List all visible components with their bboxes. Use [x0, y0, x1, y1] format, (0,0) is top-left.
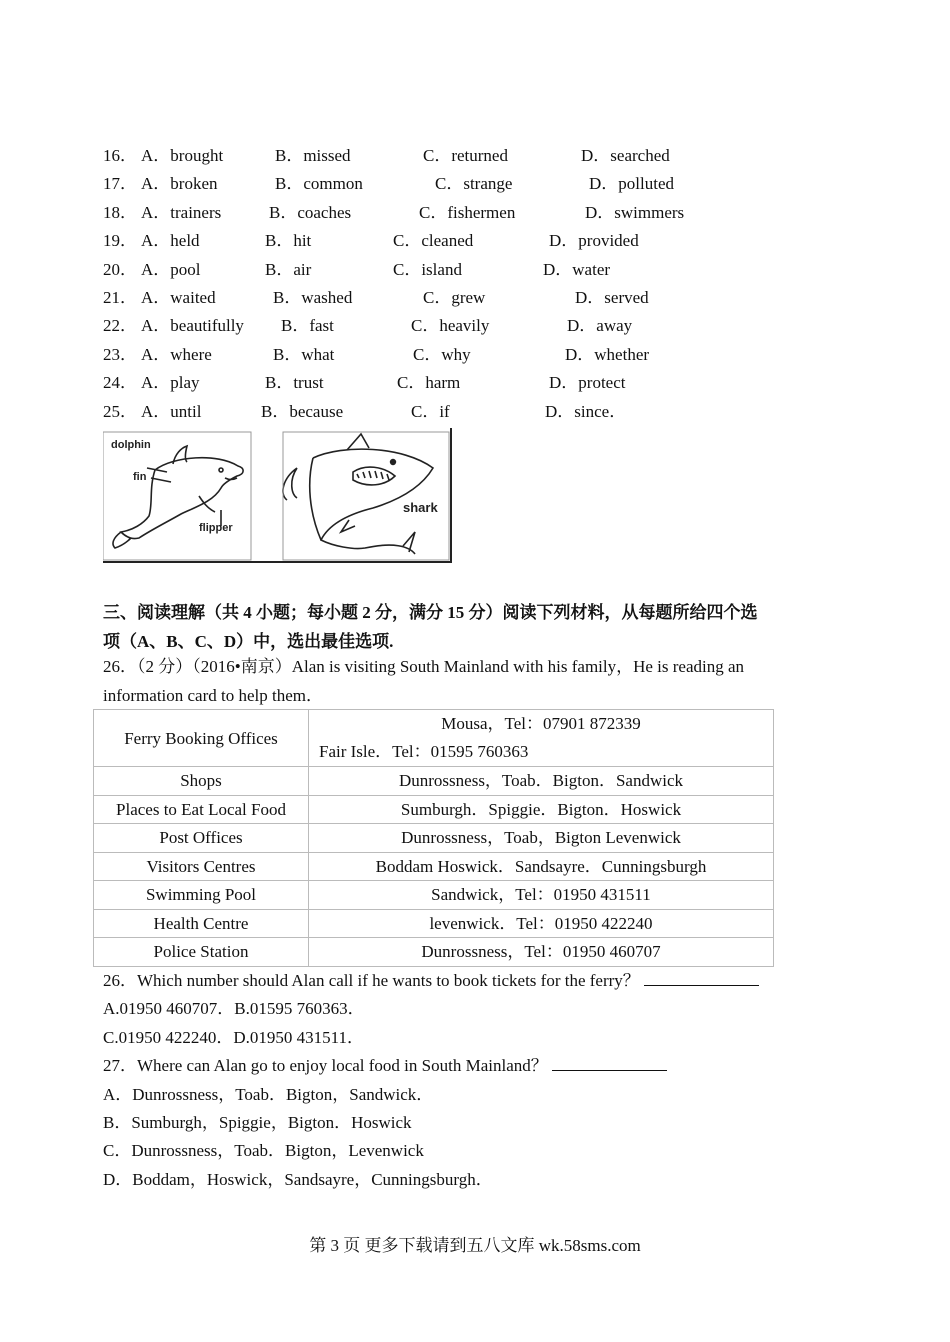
- q26-intro-line2: information card to help them．: [103, 686, 323, 705]
- question-number: 22．: [103, 316, 137, 336]
- option-d: D．provided: [549, 231, 639, 251]
- q27-option-b: B．Sumburgh，Spiggie，Bigton．Hoswick: [103, 1113, 412, 1132]
- question-number: 19．: [103, 231, 137, 251]
- option-a: A．until: [141, 401, 202, 421]
- dolphin-frame: [103, 432, 251, 560]
- option-c: C．if: [411, 401, 450, 421]
- option-a: A．trainers: [141, 202, 222, 222]
- table-value-cell: Sandwick，Tel：01950 431511: [309, 881, 774, 910]
- option-b: B．common: [275, 174, 363, 194]
- option-b: B．because: [261, 401, 344, 421]
- q27-option-a: A．Dunrossness，Toab．Bigton，Sandwick．: [103, 1085, 434, 1104]
- option-d: D．protect: [549, 373, 626, 393]
- q26-intro-line1: 26．（2 分）（2016•南京）Alan is visiting South Mainland with his family，He is reading an: [103, 657, 745, 676]
- question-number: 18．: [103, 202, 137, 222]
- question-number: 17．: [103, 174, 137, 194]
- q27-option-c: C．Dunrossness，Toab．Bigton，Levenwick: [103, 1141, 424, 1160]
- option-d: D．swimmers: [585, 202, 685, 222]
- table-row: [94, 767, 774, 796]
- table-label-cell: Post Offices: [94, 824, 309, 853]
- table-row: [94, 852, 774, 881]
- ferry-fairisle-line: Fair Isle．Tel：01595 760363: [319, 742, 529, 761]
- fin-label: fin: [133, 471, 147, 483]
- table-row: [94, 710, 774, 767]
- dolphin-shark-image: [103, 428, 452, 563]
- option-b: B．air: [265, 259, 312, 279]
- table-value-cell: Dunrossness，Tel：01950 460707: [309, 938, 774, 967]
- option-b: B．hit: [265, 231, 312, 251]
- section-heading-line2: 项（A、B、C、D）中，选出最佳选项.: [103, 632, 394, 651]
- dolphin-shark-figure: [103, 428, 452, 563]
- option-c: C．why: [413, 344, 471, 364]
- flipper-label: flipper: [199, 522, 233, 534]
- shark-label: shark: [403, 500, 438, 515]
- option-a: A．held: [141, 231, 200, 251]
- q27-option-d: D．Boddam，Hoswick，Sandsayre，Cunningsburgh．: [103, 1170, 493, 1189]
- option-c: C．cleaned: [393, 231, 474, 251]
- table-label-cell: Swimming Pool: [94, 881, 309, 910]
- option-a: A．play: [141, 373, 200, 393]
- information-card-table: [93, 709, 774, 967]
- table-value-cell: levenwick．Tel：01950 422240: [309, 909, 774, 938]
- question-number: 16．: [103, 146, 137, 165]
- dolphin-label: dolphin: [111, 439, 151, 451]
- option-a: A．broken: [141, 174, 218, 194]
- option-c: C．returned: [423, 146, 508, 165]
- option-d: D．water: [543, 259, 611, 279]
- question-number: 21．: [103, 288, 137, 307]
- table-value-cell: Dunrossness，Toab．Bigton．Sandwick: [309, 767, 774, 796]
- table-label-cell: Shops: [94, 767, 309, 796]
- q26-stem-text: 26．Which number should Alan call if he wants to book tickets for the ferry？: [103, 971, 640, 990]
- option-c: C．grew: [423, 288, 486, 307]
- q27-stem-text: 27．Where can Alan go to enjoy local food in South Mainland？: [103, 1056, 548, 1075]
- option-c: C．fishermen: [419, 202, 516, 222]
- option-b: B．trust: [265, 373, 324, 393]
- q26-options-line1: A.01950 460707．B.01595 760363．: [103, 999, 365, 1018]
- table-value-cell: Sumburgh．Spiggie．Bigton．Hoswick: [309, 795, 774, 824]
- option-b: B．missed: [275, 146, 351, 165]
- shark-drawing: [283, 434, 433, 554]
- option-b: B．what: [273, 344, 335, 364]
- option-d: D．whether: [565, 344, 650, 364]
- table-label-cell: Health Centre: [94, 909, 309, 938]
- option-d: D．searched: [581, 146, 670, 165]
- q27-answer-blank[interactable]: [552, 1054, 667, 1071]
- table-row: [94, 938, 774, 967]
- option-a: A．beautifully: [141, 316, 244, 336]
- section-heading-line1: 三、阅读理解（共 4 小题；每小题 2 分，满分 15 分）阅读下列材料，从每题所给四个选: [103, 603, 758, 622]
- question-number: 25．: [103, 401, 137, 421]
- table-value-cell: [309, 710, 774, 767]
- option-d: D．polluted: [589, 174, 674, 194]
- q27-stem: [103, 1054, 667, 1078]
- table-row: [94, 824, 774, 853]
- table-label-cell: Ferry Booking Offices: [94, 710, 309, 767]
- option-c: C．harm: [397, 373, 461, 393]
- table-row: [94, 795, 774, 824]
- q26-answer-blank[interactable]: [644, 969, 759, 986]
- option-a: A．where: [141, 344, 212, 364]
- option-a: A．pool: [141, 259, 201, 279]
- option-b: B．coaches: [269, 202, 352, 222]
- option-d: D．since．: [545, 401, 627, 421]
- option-d: D．served: [575, 288, 649, 307]
- question-number: 24．: [103, 373, 137, 393]
- table-value-cell: Dunrossness，Toab，Bigton Levenwick: [309, 824, 774, 853]
- option-a: A．waited: [141, 288, 216, 307]
- option-b: B．fast: [281, 316, 334, 336]
- q26-stem: [103, 969, 759, 993]
- table-label-cell: Police Station: [94, 938, 309, 967]
- option-c: C．strange: [435, 174, 513, 194]
- page-footer: 第 3 页 更多下载请到五八文库 wk.58sms.com: [309, 1236, 641, 1255]
- question-number: 20．: [103, 259, 137, 279]
- q26-options-line2: C.01950 422240．D.01950 431511．: [103, 1028, 364, 1047]
- table-label-cell: Places to Eat Local Food: [94, 795, 309, 824]
- table-row: [94, 909, 774, 938]
- shark-frame: [283, 432, 449, 560]
- table-row: [94, 881, 774, 910]
- option-c: C．heavily: [411, 316, 490, 336]
- option-d: D．away: [567, 316, 633, 336]
- option-a: A．brought: [141, 146, 224, 165]
- question-number: 23．: [103, 344, 137, 364]
- table-value-cell: Boddam Hoswick．Sandsayre．Cunningsburgh: [309, 852, 774, 881]
- table-label-cell: Visitors Centres: [94, 852, 309, 881]
- ferry-mousa-line: Mousa，Tel：07901 872339: [441, 714, 641, 733]
- option-c: C．island: [393, 259, 462, 279]
- option-b: B．washed: [273, 288, 353, 307]
